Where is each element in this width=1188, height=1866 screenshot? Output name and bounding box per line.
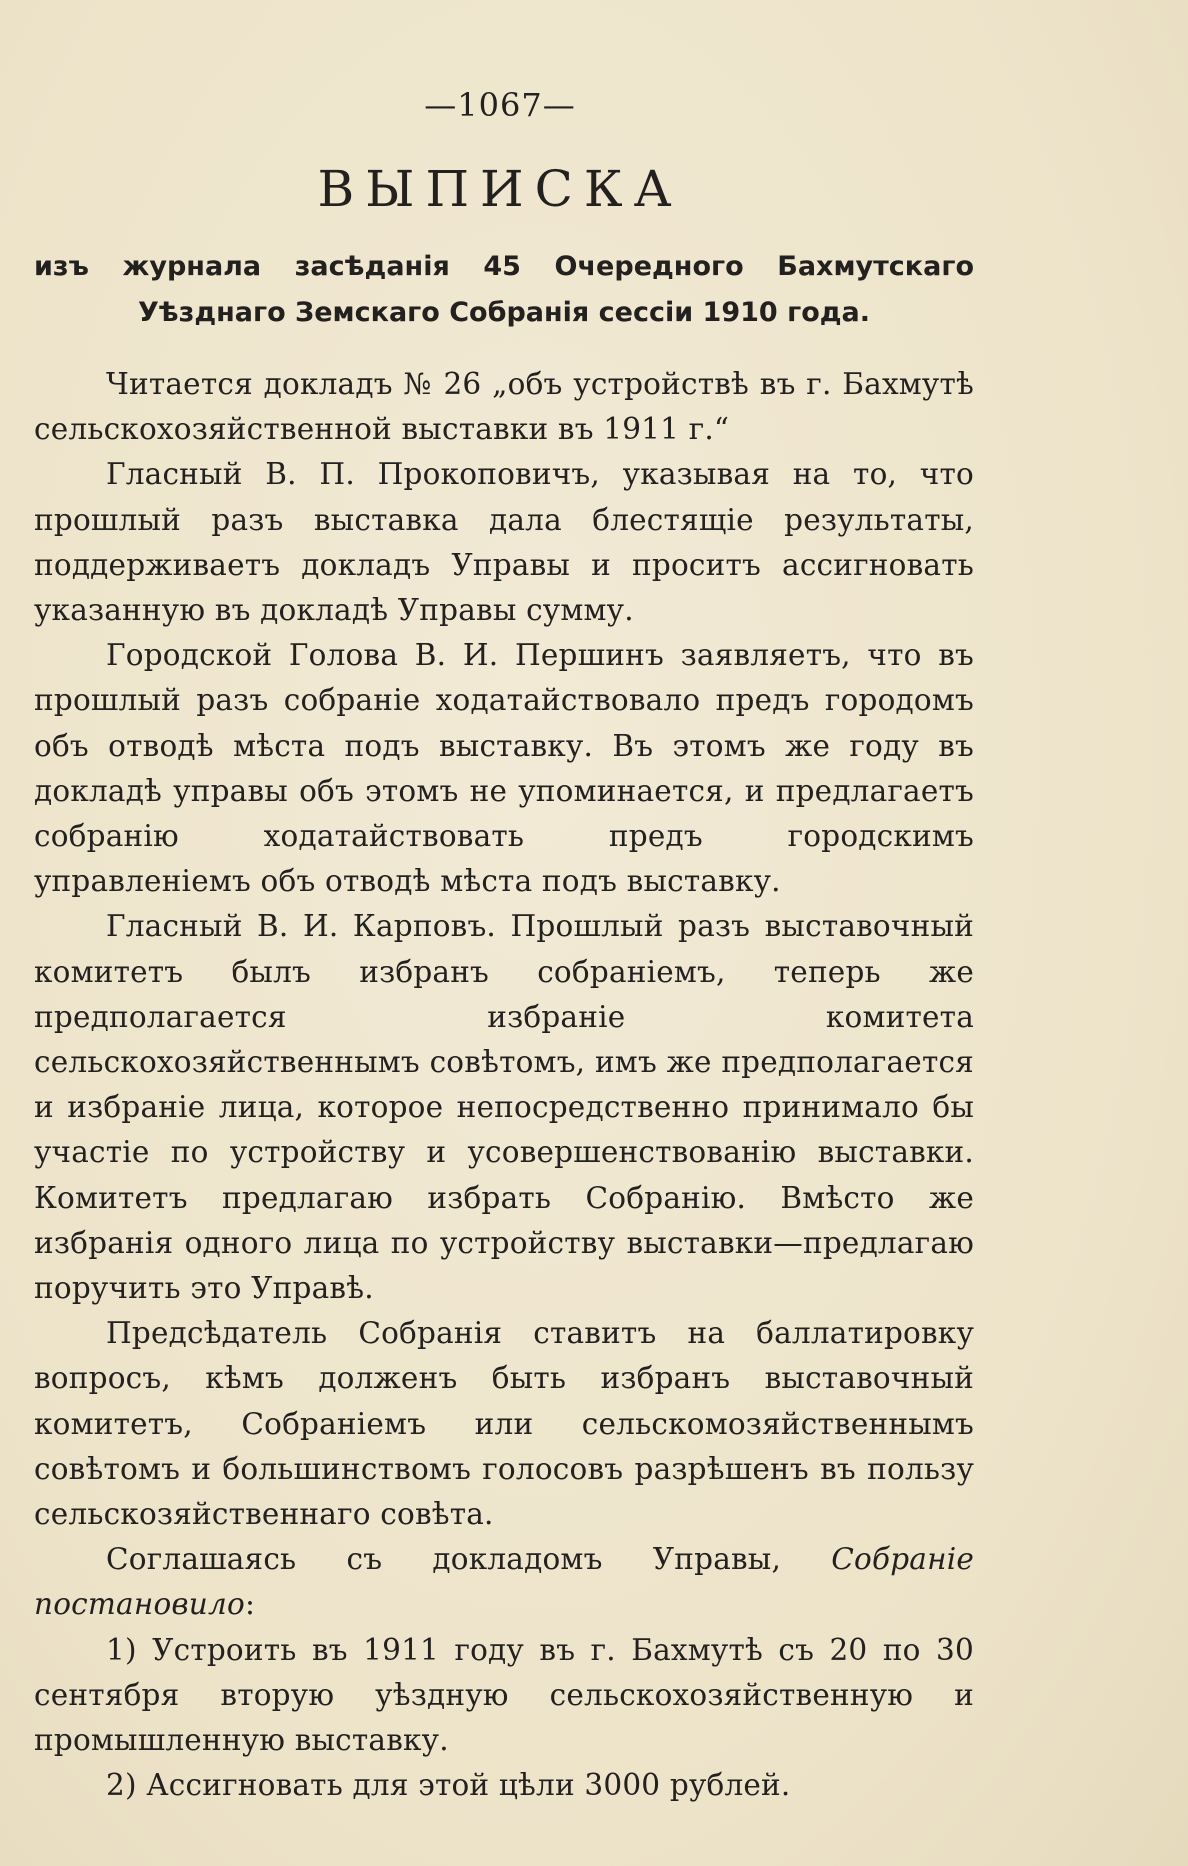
document-heading: ВЫПИСКА — [317, 160, 683, 218]
resolution-decision-label: Собраніе постановило — [34, 1542, 974, 1622]
resolution-intro: Соглашаясь съ докладомъ Управы, — [106, 1542, 782, 1577]
paragraph-report: Читается докладъ № 26 „объ устройствѣ въ г. Бахмутѣ сельскохозяйственной выставки въ 1911 г.“ — [34, 367, 974, 447]
paragraph-karpov: Гласный В. И. Карповъ. Прошлый разъ выставочный комитетъ былъ избранъ собраніемъ, теперь же предполагается избраніе комитета сельскохозяйственнымъ совѣтомъ, имъ же предполагается и избраніе лица, которое непосредственно принимало бы участіе по устройству и усовершенствованію выставки. Комитетъ предлагаю избрать Собранію. Вмѣсто же избранія одного лица по устройству выставки—предлагаю поручить это Управѣ. — [34, 909, 974, 1306]
resolution-colon: : — [244, 1587, 256, 1622]
resolution-item-2: 2) Ассигновать для этой цѣли 3000 рублей. — [106, 1768, 791, 1803]
page-number: —1067— — [424, 86, 576, 124]
document-subheading: изъ журнала засѣданія 45 Очередного Бахмутскаго Уѣзднаго Земскаго Собранія сессіи 1910 года. — [34, 251, 974, 328]
resolution-item-1: 1) Устроить въ 1911 году въ г. Бахмутѣ съ 20 по 30 сентября вторую уѣздную сельскохозяйственную и промышленную выставку. — [34, 1632, 974, 1758]
paragraph-pershin: Городской Голова В. И. Першинъ заявляетъ, что въ прошлый разъ собраніе ходатайствовало предъ городомъ объ отводѣ мѣста подъ выставку. Въ этомъ же году въ докладѣ управы объ этомъ не упоминается, и предлагаетъ собранію ходатайствовать предъ городскимъ управленіемъ объ отводѣ мѣста подъ выставку. — [34, 638, 974, 899]
paragraph-chairman: Предсѣдатель Собранія ставитъ на баллатировку вопросъ, кѣмъ долженъ быть избранъ выставочный комитетъ, Собраніемъ или сельскомозяйственнымъ совѣтомъ и большинствомъ голосовъ разрѣшенъ въ пользу сельскозяйственнаго совѣта. — [34, 1316, 974, 1532]
paragraph-resolution — [34, 1537, 974, 1627]
document-body — [34, 362, 974, 1809]
paragraph-prokopovich: Гласный В. П. Прокоповичъ, указывая на то, что прошлый разъ выставка дала блестящіе результаты, поддерживаетъ докладъ Управы и проситъ ассигновать указанную въ докладѣ Управы сумму. — [34, 457, 974, 628]
